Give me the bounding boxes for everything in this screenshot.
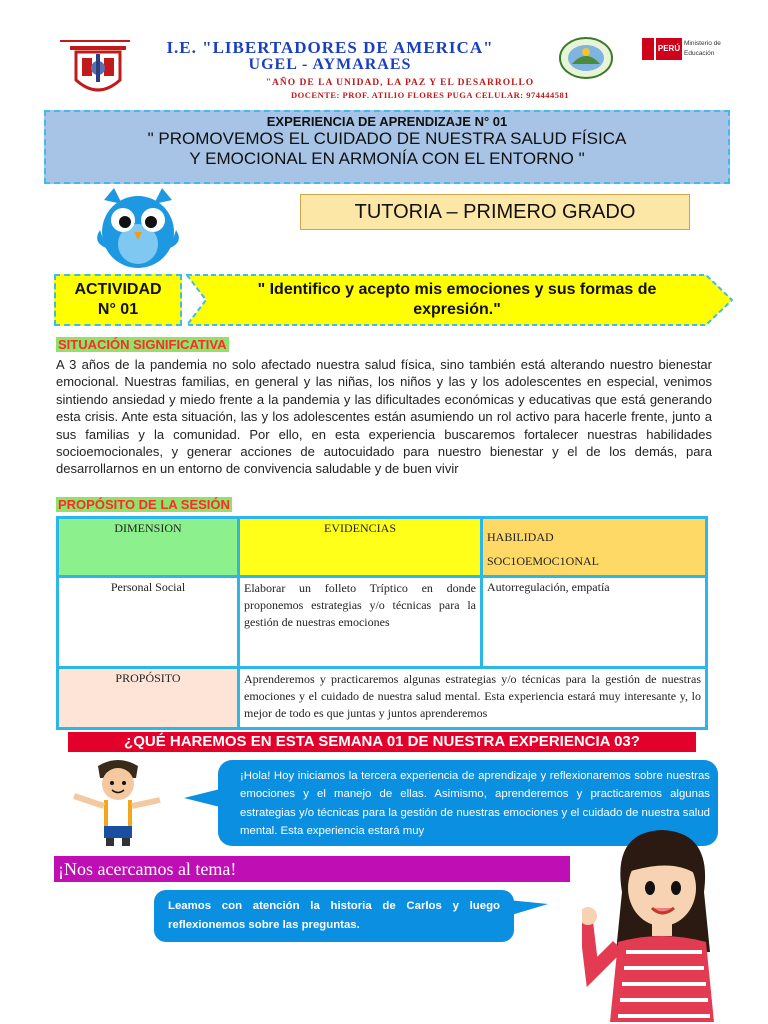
owl-mascot-icon <box>92 186 184 270</box>
experience-subtitle-2: Y EMOCIONAL EN ARMONÍA CON EL ENTORNO " <box>189 149 585 168</box>
header-evidencias: EVIDENCIAS <box>239 518 482 577</box>
boy-character-icon <box>68 756 168 848</box>
experience-box <box>44 110 730 184</box>
table-header-row <box>58 518 707 577</box>
week-banner: ¿QUÉ HAREMOS EN ESTA SEMANA 01 DE NUESTRA EXPERIENCIA 03? <box>68 732 696 752</box>
table-row <box>58 668 707 729</box>
girl-character-icon <box>582 822 742 1022</box>
school-logo <box>62 40 134 102</box>
experience-title: EXPERIENCIA DE APRENDIZAJE N° 01 <box>266 114 508 129</box>
experience-subtitle-1: " PROMOVEMOS EL CUIDADO DE NUESTRA SALUD FÍSICA <box>147 129 627 148</box>
school-name: I.E. "LIBERTADORES DE AMERICA" <box>166 38 494 57</box>
ugel-emblem-icon <box>558 36 614 80</box>
header-rule <box>60 40 130 42</box>
row2-text: Aprenderemos y practicaremos algunas estrategias y/o técnicas para la gestión de nuestras emociones y el cuidado de nuestra salud mental. Esta experiencia estará muy interesante y, lo mejor de todo es que juntas y juntos aprenderemos <box>239 668 707 729</box>
row1-evidencia: Elaborar un folleto Tríptico en donde proponemos estrategias y/o técnicas para la gestión de nuestras emociones <box>239 577 482 668</box>
ugel-name: UGEL - AYMARAES <box>248 56 412 73</box>
proposito-heading: PROPÓSITO DE LA SESIÓN <box>58 497 230 512</box>
header-habilidad-line1: HABILIDAD <box>487 530 554 544</box>
proposito-table <box>56 516 708 730</box>
bubble2-tail <box>508 898 548 918</box>
activity-label-line2: N° 01 <box>97 301 139 318</box>
peru-flag-icon <box>642 38 654 60</box>
activity-title: " Identifico y acepto mis emociones y sus formas de expresión." <box>257 281 657 318</box>
speech-bubble-1-text: ¡Hola! Hoy iniciamos la tercera experiencia de aprendizaje y reflexionaremos sobre nuestras emociones y el manejo de ellas. Asimismo, aprenderemos y practicaremos algunas estrategias y/o técnicas para la gestión de nuestras emociones y el cuidado de nuestra salud mental. Esta experiencia estará muy <box>240 770 710 838</box>
nos-acercamos-banner: ¡Nos acercamos al tema! <box>54 856 570 882</box>
speech-bubble-2-text: Leamos con atención la historia de Carlos y luego reflexionemos sobre las preguntas. <box>168 900 500 931</box>
tutoria-title: TUTORIA – PRIMERO GRADO <box>300 194 690 230</box>
activity-label-line1: ACTIVIDAD <box>74 281 162 298</box>
activity-label-box <box>54 274 182 326</box>
ministry-label: Ministerio de Educación <box>684 40 721 57</box>
table-row <box>58 577 707 668</box>
ministry-flag-label: PERÚ <box>656 38 682 60</box>
header-habilidad-line2: SOC1OEMOC1ONAL <box>487 554 600 568</box>
header-dimension: DIMENSION <box>58 518 239 577</box>
row1-habilidad: Autorregulación, empatía <box>482 577 707 668</box>
row2-label: PROPÓSITO <box>58 668 239 729</box>
situacion-body: A 3 años de la pandemia no solo afectado nuestra salud física, sino también está alterando nuestro bienestar emocional. Nuestras familias, en general y las niñas, los niños y las y los adolescentes en especial, venimos sintiendo ansiedad y miedo frente a la pandemia y las dificultades económicas y educativas que está generando esta crisis. Ante esta situación, las y los adolescentes están asumiendo un rol activo para hacerle frente, junto a sus familias y la comunidad. Por ello, en esta experiencia buscaremos fortalecer nuestras habilidades socioemocionales, y generar acciones de autocuidado para nuestro bienestar y el de los demás, para desarrollarnos en un entorno de convivencia saludable y de buen vivir <box>56 357 712 477</box>
row1-dimension: Personal Social <box>58 577 239 668</box>
situacion-heading: SITUACIÓN SIGNIFICATIVA <box>58 337 227 352</box>
year-motto: "AÑO DE LA UNIDAD, LA PAZ Y EL DESARROLLO <box>265 78 535 88</box>
header-habilidad <box>482 518 707 577</box>
ministry-logo <box>642 38 730 60</box>
docente-line: DOCENTE: PROF. ATILIO FLORES PUGA CELULAR: 974444581 <box>291 90 569 100</box>
